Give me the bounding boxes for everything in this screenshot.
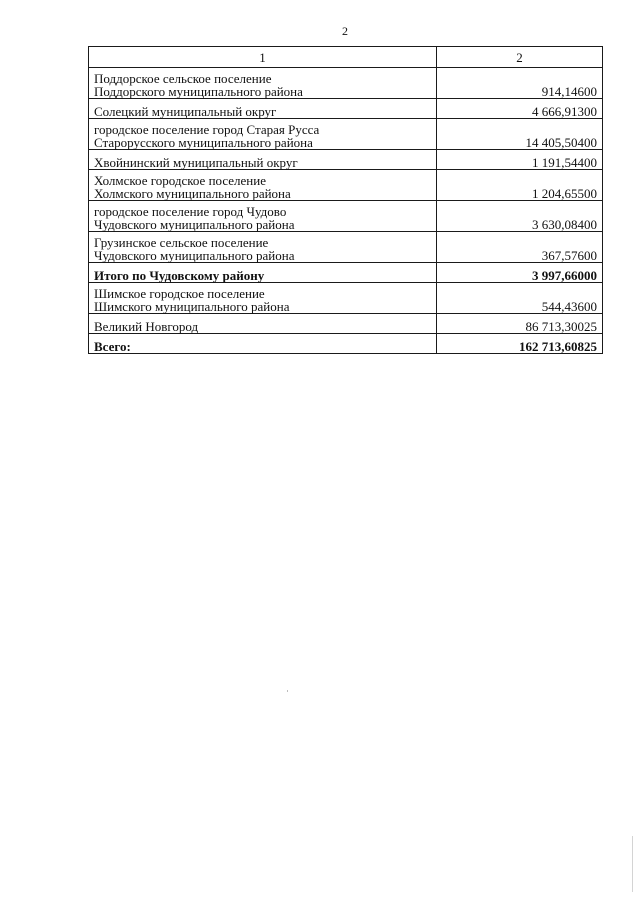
municipality-name-cell: [89, 263, 437, 283]
municipality-name-line2: Поддорского муниципального района: [94, 84, 303, 99]
municipality-name-cell: [89, 334, 437, 354]
municipality-name-line1: Великий Новгород: [94, 319, 199, 334]
municipality-name-line1: Солецкий муниципальный округ: [94, 104, 277, 119]
municipality-name-line1: Шимское городское поселение: [94, 286, 265, 301]
municipality-name-line2: Старорусского муниципального района: [94, 135, 313, 150]
amount-cell: 544,43600: [437, 283, 603, 314]
table-body: [89, 47, 603, 354]
municipality-name-line1: Хвойнинский муниципальный округ: [94, 155, 298, 170]
table-row: [89, 119, 603, 150]
municipality-name-line1: Всего:: [94, 339, 131, 354]
scan-edge-artifact: [632, 836, 633, 892]
municipality-name-cell: [89, 150, 437, 170]
amount-cell: 3 997,66000: [437, 263, 603, 283]
amount-cell: 367,57600: [437, 232, 603, 263]
table-row: [89, 170, 603, 201]
table-row: [89, 201, 603, 232]
amount-cell: 86 713,30025: [437, 314, 603, 334]
budget-table: [88, 46, 603, 354]
municipality-name-cell: [89, 119, 437, 150]
table-header-row: [89, 47, 603, 68]
amount-cell: 4 666,91300: [437, 99, 603, 119]
page-number: 2: [342, 24, 348, 38]
amount-cell: 1 204,65500: [437, 170, 603, 201]
municipality-name-cell: [89, 99, 437, 119]
municipality-name-cell: [89, 314, 437, 334]
table-row: [89, 150, 603, 170]
amount-cell: 3 630,08400: [437, 201, 603, 232]
table-total-row: [89, 334, 603, 354]
table-row: [89, 314, 603, 334]
municipality-name-cell: [89, 201, 437, 232]
municipality-name-line2: Чудовского муниципального района: [94, 248, 295, 263]
municipality-name-cell: [89, 68, 437, 99]
municipality-name-line1: Грузинское сельское поселение: [94, 235, 269, 250]
municipality-name-line2: Шимского муниципального района: [94, 299, 290, 314]
municipality-name-line1: городское поселение город Старая Русса: [94, 122, 320, 137]
table-row: [89, 99, 603, 119]
column-header-2: 2: [437, 47, 603, 68]
column-header-1: 1: [89, 47, 437, 68]
scan-artifact: [287, 690, 288, 692]
municipality-name-line1: Итого по Чудовскому району: [94, 268, 265, 283]
table-row: [89, 232, 603, 263]
municipality-name-line2: Чудовского муниципального района: [94, 217, 295, 232]
municipality-name-line2: Холмского муниципального района: [94, 186, 291, 201]
municipality-name-line1: Поддорское сельское поселение: [94, 71, 272, 86]
municipality-name-line1: городское поселение город Чудово: [94, 204, 287, 219]
amount-cell: 1 191,54400: [437, 150, 603, 170]
amount-cell: 914,14600: [437, 68, 603, 99]
municipality-name-cell: [89, 283, 437, 314]
amount-cell: 162 713,60825: [437, 334, 603, 354]
amount-cell: 14 405,50400: [437, 119, 603, 150]
municipality-name-cell: [89, 232, 437, 263]
municipality-name-line1: Холмское городское поселение: [94, 173, 266, 188]
table-row: [89, 283, 603, 314]
table-total-row: [89, 263, 603, 283]
municipality-name-cell: [89, 170, 437, 201]
table-row: [89, 68, 603, 99]
